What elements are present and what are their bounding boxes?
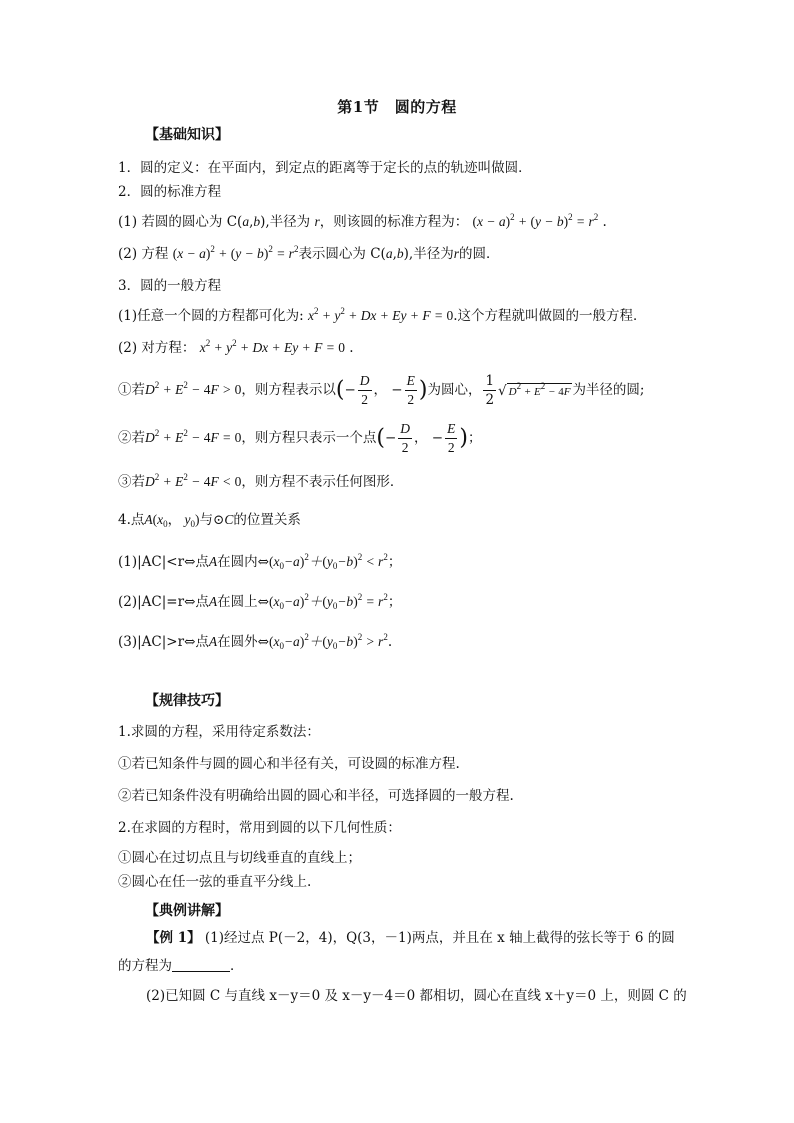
l12-end: ； [387,554,402,570]
basic-line-4: (2) 方程 $(x - a)^2 + (y - b)^2 = r^2$表示圆心为 C(a,b),半径为r的圆． [118,244,500,262]
l7-pre: (2) 对方程： [118,340,196,356]
basic-line-7: (2) 对方程： $x^2 + y^2 + Dx + Ey + F = 0$ . [118,338,354,356]
tips-line-4: 2.在求圆的方程时，常用到圆的以下几何性质： [118,820,401,836]
l3-mid2: ，则该圆的标准方程为： [319,214,469,230]
example-line-2 [118,956,244,976]
basic-line-13: (2)|AC|=r⇔点A在圆上$\Leftrightarrow(x_0-a)^2+(y_0-b)^2 = r^2$； [118,592,402,611]
l11-end: 的位置关系 [233,512,301,528]
basic-line-6: (1)任意一个圆的方程都可化为: $x^2 + y^2 + Dx + Ey + F = 0$.这个方程就叫做圆的一般方程． [118,306,647,324]
basic-line-3: (1) 若圆的圆心为 C(a,b),半径为 r，则该圆的标准方程为： $(x - a)^2 + (y - b)^2 = r^2$ . [118,212,607,230]
heading-examples: 【典例讲解】 [145,903,229,919]
l8-mid2: 为圆心， [427,382,482,398]
tips-line-2: ①若已知条件与圆的圆心和半径有关，可设圆的标准方程. [118,756,460,772]
l4-end: 的圆． [458,246,500,262]
l8-mid: ，则方程表示以 [241,382,336,398]
example-label: 【例 1】 [146,930,201,946]
basic-line-14: (3)|AC|>r⇔点A在圆外$\Leftrightarrow(x_0-a)^2+(y_0-b)^2 > r^2$. [118,632,393,651]
basic-line-5: 3．圆的一般方程 [118,278,222,294]
basic-line-8: ①若$D^2 + E^2 - 4F > 0$，则方程表示以(− $\frac{D}{2}$ ， − $\frac{E}{2}$ )为圆心， $\frac{1}{2}$ √ $D^2 + E^2 - 4F$ 为半径的圆; [118,373,645,408]
l4-pre: (2) 方程 [118,246,169,262]
l9-mid: ，则方程只表示一个点 [241,430,377,446]
example-line-1 [146,928,675,948]
basic-line-10: ③若$D^2 + E^2 - 4F < 0$，则方程不表示任何图形． [118,472,404,490]
l14-pre: (3)|AC|>r⇔点 [118,634,209,650]
l13-pre: (2)|AC|=r⇔点 [118,594,209,610]
standard-equation: $(x - a)^2 + (y - b)^2 = r^2$ [472,212,599,229]
l8-end: 为半径的圆; [572,382,645,398]
l9-pre: ②若 [118,430,145,446]
tips-line-5: ①圆心在过切点且与切线垂直的直线上； [118,850,361,866]
l11-pre: 4.点 [118,512,145,528]
l13-mid: 在圆上⇔ [217,594,269,610]
basic-line-9: ②若$D^2 + E^2 - 4F = 0$，则方程只表示一个点(− $\frac{D}{2}$ ， − $\frac{E}{2}$ )； [118,421,482,455]
l10-pre: ③若 [118,474,145,490]
basic-line-12: (1)|AC|<r⇔点A在圆内$\Leftrightarrow(x_0-a)^2+(y_0-b)^2 < r^2$； [118,552,402,571]
l14-end: . [387,634,393,650]
basic-line-1: 1．圆的定义：在平面内，到定点的距离等于定长的点的轨迹叫做圆． [118,160,532,176]
example-2-end: ． [230,958,244,974]
tips-line-6: ②圆心在任一弦的垂直平分线上. [118,874,312,890]
heading-basic-knowledge: 【基础知识】 [145,127,229,143]
l12-mid: 在圆内⇔ [217,554,269,570]
example-line-3: (2)已知圆 C 与直线 x－y＝0 及 x－y－4＝0 都相切，圆心在直线 x＋y＝0 上，则圆 C 的 [146,988,687,1004]
example-1-text: (1)经过点 P(－2，4)，Q(3，－1)两点，并且在 x 轴上截得的弦长等于 6 的圆 [200,930,675,946]
l3-pre: (1) 若圆的圆心为 C( [118,214,243,230]
l4-mid2: ,半径为 [408,246,454,262]
tips-line-1: 1.求圆的方程，采用待定系数法： [118,724,320,740]
l14-mid: 在圆外⇔ [217,634,269,650]
l9-end: ； [467,430,482,446]
l8-pre: ①若 [118,382,145,398]
l10-end: ，则方程不表示任何图形． [241,474,404,490]
heading-rules-tips: 【规律技巧】 [145,693,229,709]
l12-pre: (1)|AC|<r⇔点 [118,554,209,570]
l4-mid: 表示圆心为 C( [298,246,386,262]
answer-blank[interactable] [172,957,230,972]
tips-line-3: ②若已知条件没有明确给出圆的圆心和半径，可选择圆的一般方程. [118,788,514,804]
example-2-text: 的方程为 [118,958,172,974]
l13-end: ； [387,594,402,610]
basic-line-2: 2．圆的标准方程 [118,184,222,200]
basic-line-11: 4.点$A(x_0$， $y_0$)与⊙C的位置关系 [118,512,301,529]
l3-mid: ,半径为 [265,214,315,230]
l11-mid: 与⊙ [199,512,225,528]
l6-pre: (1)任意一个圆的方程都可化为: [118,308,304,324]
l6-end: .这个方程就叫做圆的一般方程． [453,308,647,324]
page-title: 第1节 圆的方程 [337,98,457,116]
